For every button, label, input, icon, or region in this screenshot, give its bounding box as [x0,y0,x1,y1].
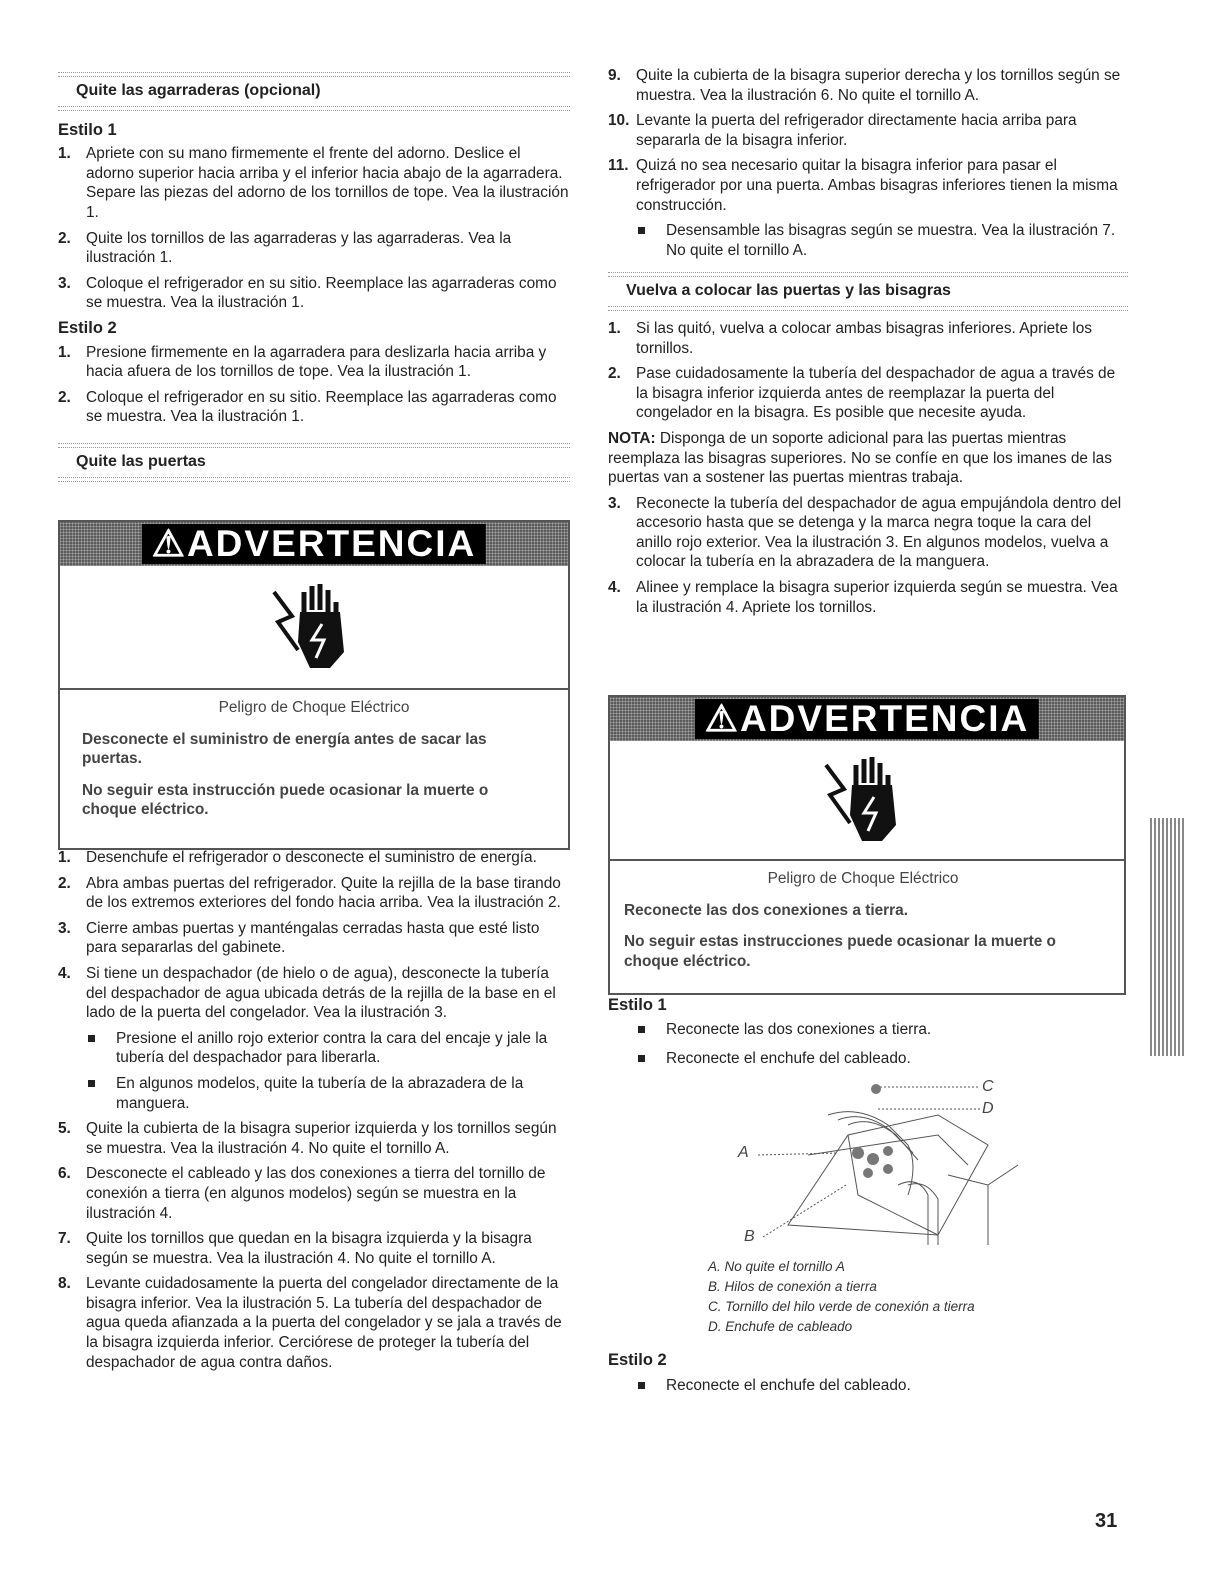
language-side-tab [1150,818,1186,1056]
step-item: 2. Pase cuidadosamente la tubería del despachador de agua a través de la bisagra inferior izquierda antes de reemplazar la puerta del congelador en la bisagra. Es posible que necesite ayuda. [608,365,1116,422]
warning-box-right [608,695,1126,995]
estilo1-steps [58,144,570,313]
electric-shock-icon [610,741,1124,861]
right-column [608,66,1128,623]
step-item: 3. Reconecte la tubería del despachador de agua empujándola dentro del accesorio hasta que se detenga y la marca negra toque la cara del anillo rojo exterior. Vea la ilustración 3. En algunos modelos, vuelva a colocar la tubería en la abrazadera de la manguera. [608,494,1122,571]
warning-line: Desconecte el suministro de energía antes de sacar las puertas. [82,730,487,768]
page-number: 31 [1095,1510,1118,1532]
bullet-item: Reconecte el enchufe del cableado. [608,1049,1128,1069]
hinge-wiring-illustration [608,1075,1128,1257]
step-item: 3. Coloque el refrigerador en su sitio. Reemplace las agarraderas como se muestra. Vea la ilustración 1. [58,274,557,312]
warning-line: No seguir estas instrucciones puede ocasionar la muerte o choque eléctrico. [624,933,1056,970]
label-b: B [744,1227,755,1245]
step-item: 2. Quite los tornillos de las agarraderas y las agarraderas. Vea la ilustración 1. [58,229,512,267]
estilo2-heading: Estilo 2 [58,318,117,337]
warning-header [610,697,1124,741]
left-column [58,0,570,482]
warning-hazard: Peligro de Choque Eléctrico [218,699,410,716]
step-item: 1. Apriete con su mano firmemente el frente del adorno. Deslice el adorno superior hacia arriba y el inferior hacia abajo de la agarradera. Separe las piezas del adorno de los tornillos de tope. Vea la ilustración 1. [58,145,569,221]
warning-line: Reconecte las dos conexiones a tierra. [624,901,908,919]
replace-doors-steps [608,319,1128,423]
step-item: 1. Presione firmemente en la agarradera para deslizarla hacia arriba y hacia afuera de los tornillos de tope. Vea la ilustración 1. [58,343,547,381]
step-item: 1. Si las quitó, vuelva a colocar ambas bisagras inferiores. Apriete los tornillos. [608,319,1092,357]
caption-item: D. Enchufe de cableado [708,1318,853,1334]
estilo2-steps [58,343,570,427]
caption-item: C. Tornillo del hilo verde de conexión a tierra [708,1298,975,1314]
electric-shock-icon [60,566,568,690]
step-item: 4. Si tiene un despachador (de hielo o de agua), desconecte la tubería del despachador de agua ubicada detrás de la rejilla de la base en el lado de la puerta del congelador. Vea la ilustración 3. Presione el anillo rojo exterior contra la cara del encaje y jale la tubería del despachador para liberarla. En algunos modelos, quite la tubería de la abrazadera de la manguera. [58,964,570,1113]
right-column-lower [608,996,1128,1402]
step-item: 1. Desenchufe el refrigerador o desconecte el suministro de energía. [58,849,537,866]
warning-line: No seguir esta instrucción puede ocasionar la muerte o choque eléctrico. [82,781,489,819]
section-title-remove-handles: Quite las agarraderas (opcional) [76,82,321,99]
step-item: 5. Quite la cubierta de la bisagra superior izquierda y los tornillos según se muestra. Vea la ilustración 4. No quite el tornillo A. [58,1120,557,1157]
replace-doors-steps-cont [608,494,1128,618]
step-bullets [608,221,1128,260]
section-title-replace-doors: Vuelva a colocar las puertas y las bisagras [626,282,951,300]
warning-header [60,522,568,566]
warning-box-left [58,520,570,850]
estilo1-heading: Estilo 1 [608,996,667,1014]
bullet-item: Reconecte las dos conexiones a tierra. [608,1020,1128,1040]
step-item: 4. Alinee y remplace la bisagra superior izquierda según se muestra. Vea la ilustración 4. Apriete los tornillos. [608,579,1118,616]
caption-item: B. Hilos de conexión a tierra [708,1278,877,1294]
label-a: A [738,1143,749,1161]
step-item: 8. Levante cuidadosamente la puerta del congelador directamente de la bisagra inferior. Vea la ilustración 5. La tubería del despachador de agua queda afianzada a la puerta del congelador y se jala a través de la bisagra izquierda inferior. Cerciórese de proteger la tubería del despachador de agua contra daños. [58,1275,562,1371]
section-title-remove-doors: Quite las puertas [76,452,206,470]
bullet-item: Desensamble las bisagras según se muestra. Vea la ilustración 7. No quite el tornillo A. [608,221,1128,260]
bullet-item: Presione el anillo rojo exterior contra la cara del encaje y jale la tubería del despachador para liberarla. [58,1029,570,1068]
warning-word: ⚠ADVERTENCIA [142,524,486,564]
step-item: 11. Quizá no sea necesario quitar la bisagra inferior para pasar el refrigerador por una puerta. Ambas bisagras inferiores tienen la misma construcción. Desensamble las bisagras según se muestra. Vea la ilustración 7. No quite el tornillo A. [608,156,1128,260]
step-item: 7. Quite los tornillos que quedan en la bisagra izquierda y la bisagra según se muestra. Vea la ilustración 4. No quite el tornillo A. [58,1230,532,1267]
note: NOTA: Disponga de un soporte adicional para las puertas mientras reemplaza las bisagras superiores. No se confíe en que los imanes de las puertas van a sostener las puertas mientras trabaja. [608,429,1112,487]
step-item: 2. Coloque el refrigerador en su sitio. Reemplace las agarraderas como se muestra. Vea la ilustración 1. [58,388,557,426]
section-divider [58,106,570,111]
step-item: 3. Cierre ambas puertas y manténgalas cerradas hasta que esté listo para separarlas del gabinete. [58,919,540,957]
label-c: C [982,1077,994,1095]
estilo2-heading: Estilo 2 [608,1350,667,1369]
step-item: 10. Levante la puerta del refrigerador directamente hacia arriba para separarla de la bisagra inferior. [608,112,1077,149]
section-divider [58,477,570,482]
estilo1-heading: Estilo 1 [58,120,117,139]
remove-doors-steps-cont [608,66,1128,260]
step-item: 2. Abra ambas puertas del refrigerador. Quite la rejilla de la base tirando de los extremos exteriores del fondo hacia arriba. Vea la ilustración 2. [58,874,561,912]
remove-doors-steps [58,848,570,1372]
warning-word: ⚠ADVERTENCIA [695,699,1039,739]
warning-text [610,861,1124,989]
label-d: D [982,1099,994,1117]
bullet-item: En algunos modelos, quite la tubería de la abrazadera de la manguera. [58,1074,570,1113]
step-item: 6. Desconecte el cableado y las dos conexiones a tierra del tornillo de conexión a tierra (en algunos modelos) según se muestra en la ilustración 4. [58,1165,546,1222]
warning-hazard: Peligro de Choque Eléctrico [767,870,959,887]
left-column-lower [58,848,570,1378]
wiring-diagram [608,1075,1128,1257]
step-bullets [58,1029,570,1113]
warning-text [60,690,568,838]
step-item: 9. Quite la cubierta de la bisagra superior derecha y los tornillos según se muestra. Vea la ilustración 6. No quite el tornillo A. [608,67,1121,104]
estilo1-bullets [608,1020,1128,1069]
bullet-item: Reconecte el enchufe del cableado. [608,1376,1128,1396]
caption-item: A. No quite el tornillo A [708,1258,845,1274]
diagram-captions [608,1257,1128,1337]
estilo2-bullets [608,1376,1128,1396]
